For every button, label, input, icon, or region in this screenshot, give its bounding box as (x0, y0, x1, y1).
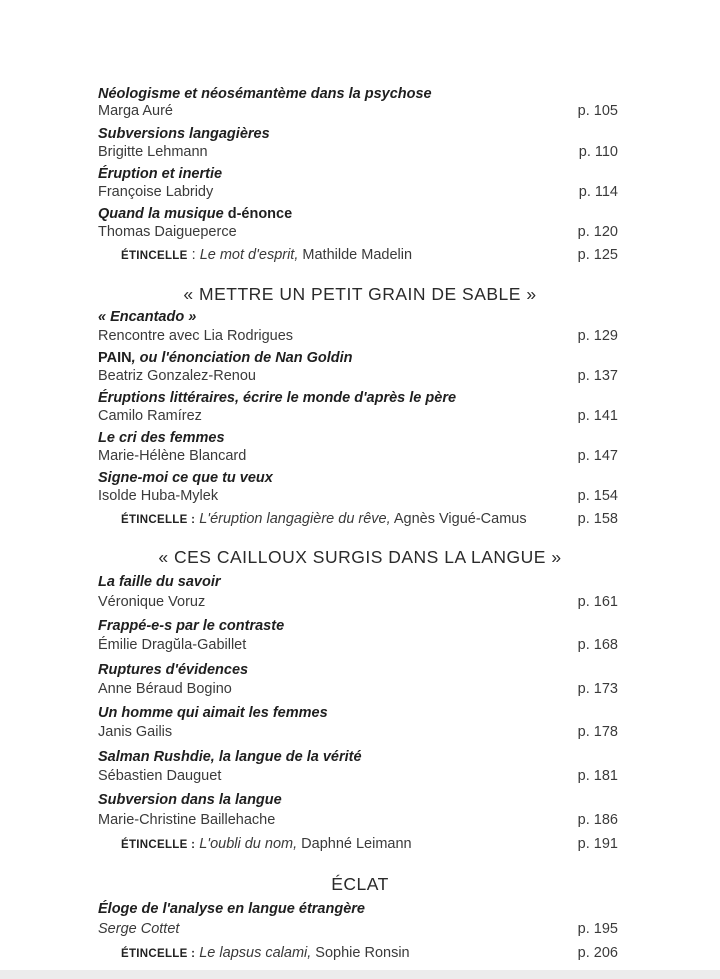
entry-author (98, 486, 618, 506)
entry-author (98, 919, 618, 939)
page-number: p. 161 (577, 594, 618, 610)
page-number: p. 191 (577, 836, 618, 852)
entry-title-part: Quand la musique (98, 206, 228, 222)
entry-title: Le cri des femmes (98, 430, 225, 446)
page-number: p. 178 (577, 724, 618, 740)
page-number: p. 168 (577, 637, 618, 653)
author-name: Thomas Daigueperce (98, 224, 237, 240)
entry-author (98, 326, 618, 346)
entry-author (98, 182, 618, 202)
etincelle-label: ÉTINCELLE : (121, 839, 196, 851)
author-name: Sébastien Dauguet (98, 768, 222, 784)
entry-title: Éruption et inertie (98, 166, 223, 182)
author-name: Camilo Ramírez (98, 408, 202, 424)
entry-author (98, 766, 618, 786)
entry-author (98, 142, 618, 162)
entry-author (98, 101, 618, 121)
entry-title: Éruptions littéraires, écrire le monde d'après le père (98, 390, 457, 406)
entry-title: Salman Rushdie, la langue de la vérité (98, 749, 362, 765)
entry-title: Subversions langagières (98, 126, 270, 142)
etincelle-sep: : (187, 247, 200, 263)
etincelle-work: L'éruption langagière du rêve, (195, 511, 391, 527)
entry-title: Néologisme et néosémantème dans la psychose (98, 86, 432, 102)
page-number: p. 120 (577, 224, 618, 240)
entry-author (98, 592, 618, 612)
entry-author (98, 635, 618, 655)
section-heading: ÉCLAT (331, 874, 389, 894)
page-number: p. 173 (577, 681, 618, 697)
author-name: Marie-Hélène Blancard (98, 448, 247, 464)
page-number: p. 195 (577, 921, 618, 937)
entry-author (98, 406, 618, 426)
page-number: p. 154 (577, 488, 618, 504)
etincelle-entry (121, 834, 618, 854)
page-number: p. 186 (577, 812, 618, 828)
etincelle-work: L'oubli du nom, (195, 836, 298, 852)
entry-author (98, 222, 618, 242)
author-name: Beatriz Gonzalez-Renou (98, 368, 256, 384)
etincelle-author: Agnès Vigué-Camus (390, 511, 527, 527)
author-name: Brigitte Lehmann (98, 144, 208, 160)
bottom-edge (0, 970, 720, 979)
etincelle-work: Le mot d'esprit, (199, 247, 299, 263)
author-name: Janis Gailis (98, 724, 173, 740)
entry-title: La faille du savoir (98, 574, 221, 590)
author-name: Françoise Labridy (98, 184, 214, 200)
page-number: p. 114 (578, 184, 618, 200)
etincelle-label: ÉTINCELLE : (121, 514, 196, 526)
etincelle-label: ÉTINCELLE : (121, 948, 196, 960)
entry-author (98, 810, 618, 830)
entry-author (98, 722, 618, 742)
page-number: p. 181 (577, 768, 618, 784)
entry-title (98, 204, 618, 224)
entry-title (98, 348, 618, 368)
entry-title-part: d-énonce (227, 206, 293, 222)
etincelle-entry (121, 943, 618, 963)
entry-title-part: PAIN (98, 350, 132, 366)
author-name: Serge Cottet (98, 921, 180, 937)
page-number: p. 206 (577, 945, 618, 961)
page-number: p. 141 (577, 408, 618, 424)
etincelle-author: Daphné Leimann (297, 836, 412, 852)
page-number: p. 158 (577, 511, 618, 527)
entry-title: Un homme qui aimait les femmes (98, 705, 328, 721)
page-number: p. 105 (577, 103, 618, 119)
author-name: Anne Béraud Bogino (98, 681, 232, 697)
etincelle-entry (121, 509, 618, 529)
entry-title: Signe-moi ce que tu veux (98, 470, 273, 486)
etincelle-author: Sophie Ronsin (311, 945, 410, 961)
entry-author (98, 446, 618, 466)
entry-title: Éloge de l'analyse en langue étrangère (98, 901, 365, 917)
author-name: Rencontre avec Lia Rodrigues (98, 328, 294, 344)
page-number: p. 129 (577, 328, 618, 344)
entry-title: Ruptures d'évidences (98, 662, 249, 678)
etincelle-work: Le lapsus calami, (195, 945, 312, 961)
author-name: Émilie Dragŭla-Gabillet (98, 637, 247, 653)
section-heading: « METTRE UN PETIT GRAIN DE SABLE » (183, 284, 537, 304)
author-name: Isolde Huba-Mylek (98, 488, 219, 504)
page-number: p. 137 (577, 368, 618, 384)
entry-author (98, 679, 618, 699)
section-heading: « CES CAILLOUX SURGIS DANS LA LANGUE » (158, 547, 562, 567)
author-name: Marga Auré (98, 103, 173, 119)
etincelle-entry (121, 245, 618, 265)
etincelle-author: Mathilde Madelin (298, 247, 413, 263)
entry-title: « Encantado » (98, 309, 197, 325)
page-number: p. 125 (577, 247, 618, 263)
etincelle-label: ÉTINCELLE (121, 250, 188, 262)
author-name: Marie-Christine Baillehache (98, 812, 276, 828)
page-number: p. 110 (578, 144, 618, 160)
author-name: Véronique Voruz (98, 594, 206, 610)
entry-title: Frappé-e-s par le contraste (98, 618, 285, 634)
entry-title-part: , ou l'énonciation de Nan Goldin (131, 350, 353, 366)
entry-author (98, 366, 618, 386)
page-number: p. 147 (577, 448, 618, 464)
entry-title: Subversion dans la langue (98, 792, 282, 808)
